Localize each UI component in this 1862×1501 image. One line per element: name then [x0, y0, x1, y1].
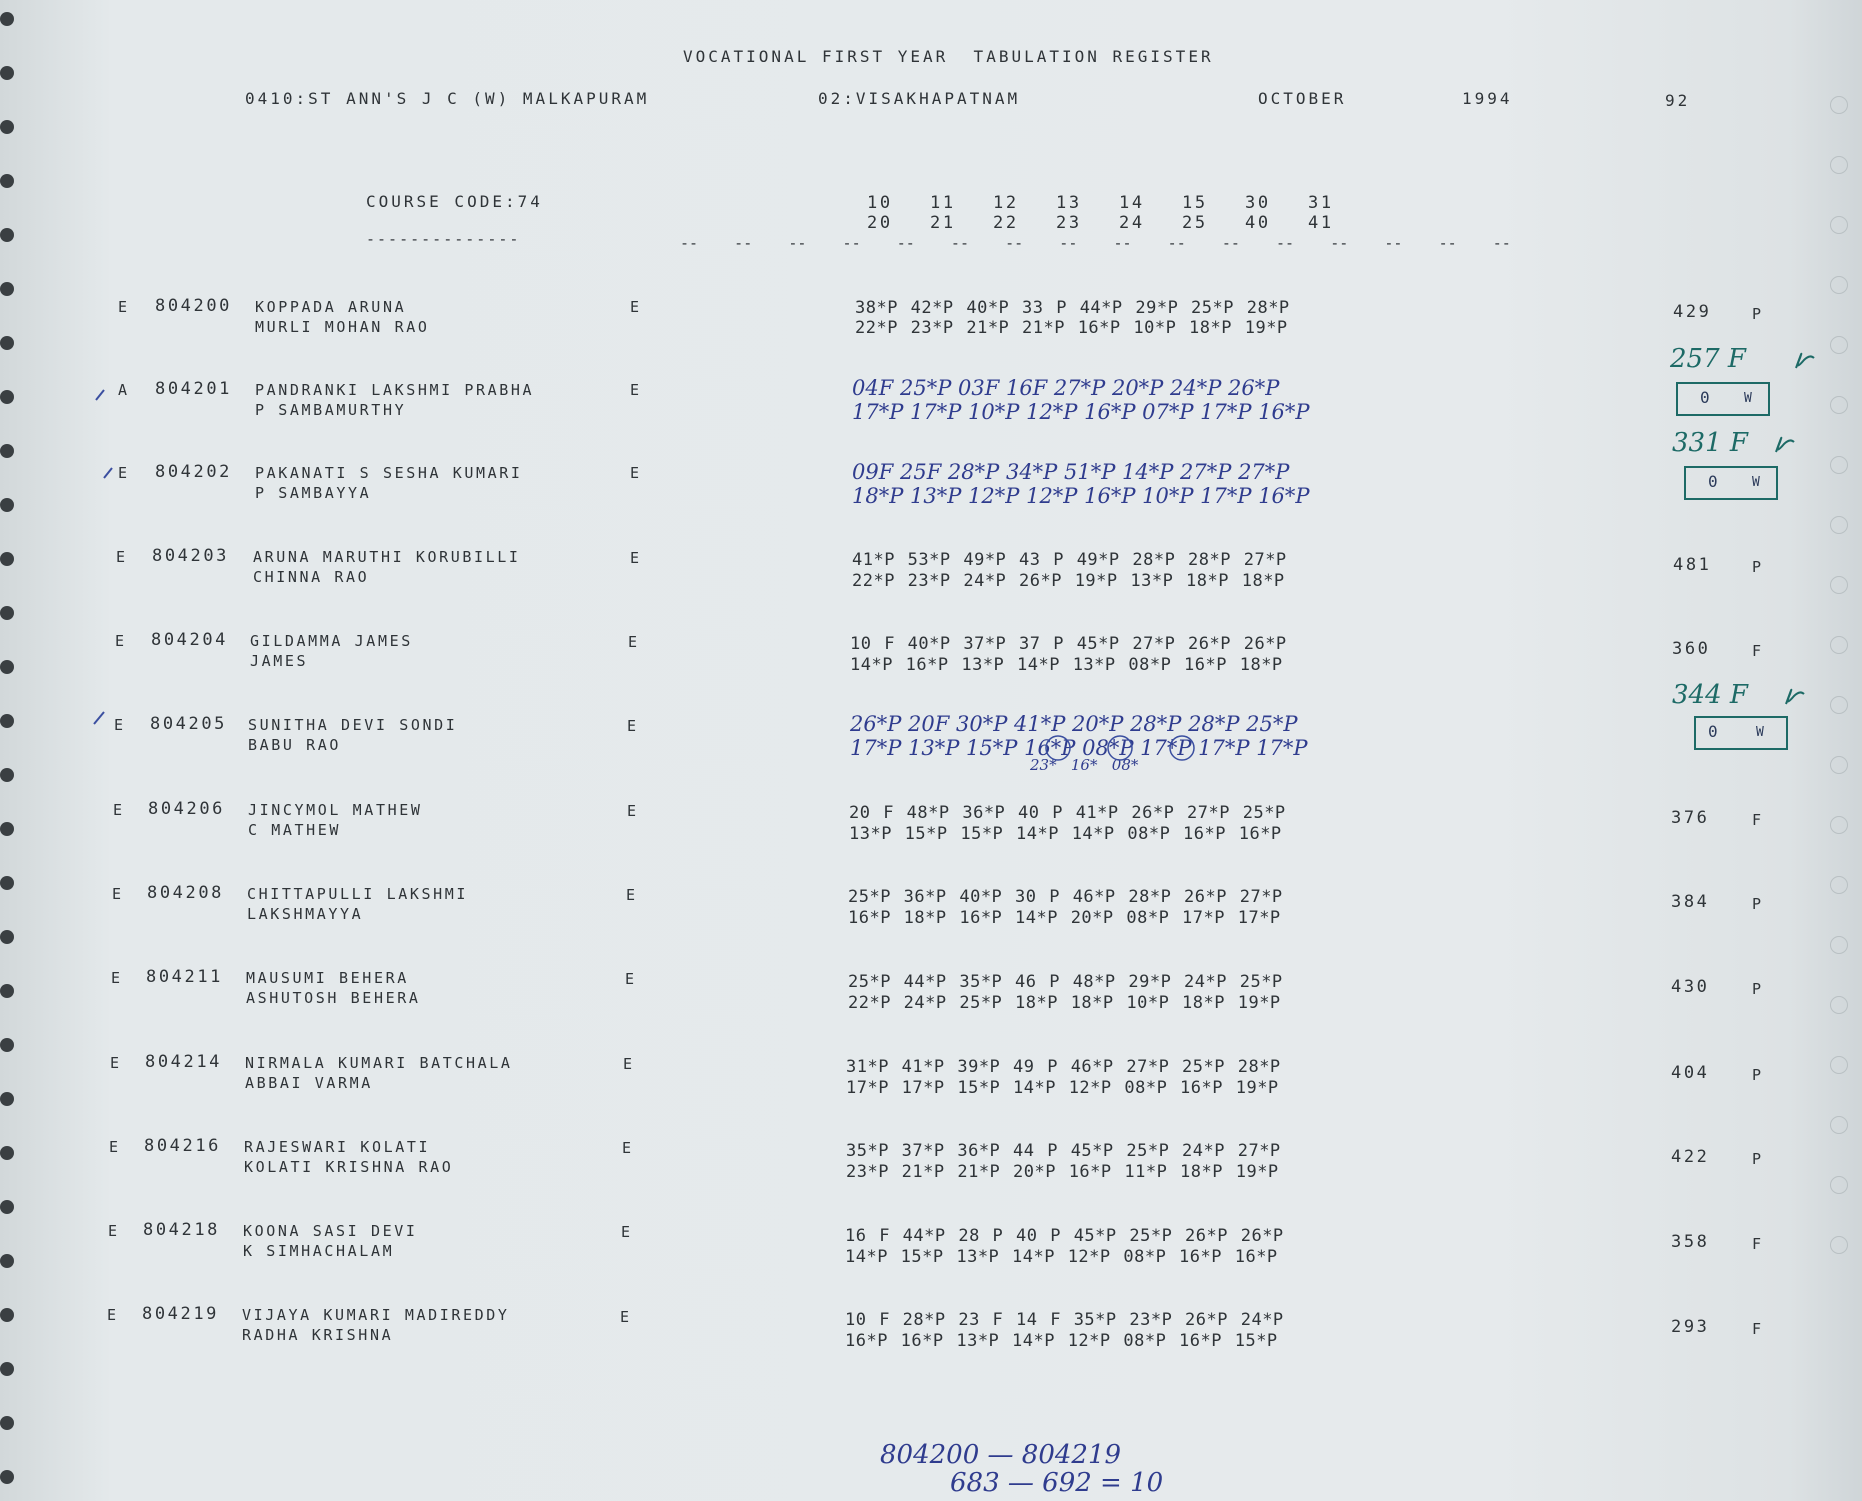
course-code: COURSE CODE:74 [366, 192, 543, 211]
handwritten-marks-row-1: 04F 25*P 03F 16F 27*P 20*P 24*P 26*P [852, 376, 1280, 400]
student-name: NIRMALA KUMARI BATCHALA [245, 1054, 513, 1072]
handwritten-total: 331 F [1672, 428, 1748, 458]
student-name: GILDAMMA JAMES [250, 632, 413, 650]
withheld-box: 0 W [1676, 382, 1770, 416]
father-name: BABU RAO [248, 736, 342, 754]
total-marks: 360 [1672, 639, 1711, 659]
marks-row-1: 31*P 41*P 39*P 49 P 46*P 27*P 25*P 28*P [846, 1057, 1281, 1077]
circled-mark [1170, 736, 1194, 760]
student-name: VIJAYA KUMARI MADIREDDY [242, 1306, 510, 1324]
marks-row-2: 16*P 16*P 13*P 14*P 12*P 08*P 16*P 15*P [845, 1331, 1278, 1351]
marks-row-1: 20 F 48*P 36*P 40 P 41*P 26*P 27*P 25*P [849, 803, 1286, 823]
result: P [1752, 305, 1764, 323]
marks-row-2: 13*P 15*P 15*P 14*P 14*P 08*P 16*P 16*P [849, 824, 1282, 844]
father-name: ABBAI VARMA [245, 1074, 373, 1092]
exam-month: OCTOBER [1258, 89, 1347, 108]
total-marks: 429 [1673, 302, 1712, 322]
marks-row-2: 14*P 15*P 13*P 14*P 12*P 08*P 16*P 16*P [845, 1247, 1278, 1267]
hall-ticket-no: 804206 [148, 799, 226, 819]
marks-row-1: 25*P 36*P 40*P 30 P 46*P 28*P 26*P 27*P [848, 887, 1283, 907]
withheld-box: 0 W [1694, 716, 1788, 750]
result: F [1752, 642, 1764, 660]
hall-ticket-no: 804205 [150, 714, 228, 734]
hall-ticket-no: 804203 [152, 546, 230, 566]
total-marks: 430 [1671, 977, 1710, 997]
course-code-underline: -------------- [366, 230, 521, 248]
marks-row-1: 25*P 44*P 35*P 46 P 48*P 29*P 24*P 25*P [848, 972, 1283, 992]
total-marks: 422 [1671, 1147, 1710, 1167]
medium: E [621, 1223, 633, 1241]
subject-code-dashes: -- -- -- -- -- -- -- -- -- -- -- -- -- -- -- -- [680, 234, 1511, 252]
father-name: LAKSHMAYYA [247, 905, 364, 923]
student-name: PANDRANKI LAKSHMI PRABHA [255, 381, 535, 399]
circled-mark [1108, 736, 1132, 760]
district-name: 02:VISAKHAPATNAM [818, 89, 1021, 108]
medium: E [620, 1308, 632, 1326]
student-category: E [116, 548, 128, 566]
tick-mark [104, 468, 112, 478]
withheld-box: 0 W [1684, 466, 1778, 500]
result: P [1752, 1066, 1764, 1084]
result: P [1752, 895, 1764, 913]
father-name: C MATHEW [248, 821, 342, 839]
page-number: 92 [1665, 91, 1691, 110]
medium: E [623, 1055, 635, 1073]
hall-ticket-no: 804204 [151, 630, 229, 650]
medium: E [627, 717, 639, 735]
tick-mark [96, 390, 104, 400]
handwritten-total: 257 F [1670, 344, 1746, 374]
marks-row-1: 41*P 53*P 49*P 43 P 49*P 28*P 28*P 27*P [852, 550, 1287, 570]
result: F [1752, 1235, 1764, 1253]
signature-mark [1786, 690, 1804, 704]
hall-ticket-no: 804201 [155, 379, 233, 399]
signature-mark [1776, 438, 1794, 452]
marks-row-1: 35*P 37*P 36*P 44 P 45*P 25*P 24*P 27*P [846, 1141, 1281, 1161]
student-name: ARUNA MARUTHI KORUBILLI [253, 548, 521, 566]
father-name: CHINNA RAO [253, 568, 370, 586]
student-category: A [118, 381, 130, 399]
student-category: E [118, 298, 130, 316]
result: P [1752, 1150, 1764, 1168]
student-category: E [107, 1306, 119, 1324]
medium: E [630, 549, 642, 567]
hall-ticket-no: 804211 [146, 967, 224, 987]
hall-ticket-no: 804216 [144, 1136, 222, 1156]
footer-range-note: 804200 — 804219 [880, 1440, 1122, 1470]
total-marks: 384 [1671, 892, 1710, 912]
medium: E [626, 886, 638, 904]
marks-row-2: 17*P 17*P 15*P 14*P 12*P 08*P 16*P 19*P [846, 1078, 1279, 1098]
student-category: E [111, 969, 123, 987]
marks-row-1: 16 F 44*P 28 P 40 P 45*P 25*P 26*P 26*P [845, 1226, 1284, 1246]
student-name: MAUSUMI BEHERA [246, 969, 409, 987]
tick-mark [94, 712, 104, 724]
student-category: E [112, 885, 124, 903]
marks-row-2: 16*P 18*P 16*P 14*P 20*P 08*P 17*P 17*P [848, 908, 1281, 928]
signature-mark [1796, 354, 1814, 368]
medium: E [625, 970, 637, 988]
student-name: JINCYMOL MATHEW [248, 801, 423, 819]
medium: E [630, 298, 642, 316]
student-category: E [110, 1054, 122, 1072]
medium: E [622, 1139, 634, 1157]
marks-row-2: 22*P 23*P 24*P 26*P 19*P 13*P 18*P 18*P [852, 571, 1285, 591]
marks-row-1: 10 F 28*P 23 F 14 F 35*P 23*P 26*P 24*P [845, 1310, 1284, 1330]
student-category: E [108, 1222, 120, 1240]
result: P [1752, 980, 1764, 998]
total-marks: 293 [1671, 1317, 1710, 1337]
medium: E [630, 464, 642, 482]
handwritten-revised-marks: 23* 16* 08* [1030, 756, 1139, 774]
circled-mark [1046, 736, 1070, 760]
total-marks: 376 [1671, 808, 1710, 828]
exam-year: 1994 [1462, 89, 1513, 108]
hall-ticket-no: 804208 [147, 883, 225, 903]
medium: E [630, 381, 642, 399]
register-sheet: VOCATIONAL FIRST YEAR TABULATION REGISTER 0410:ST ANN'S J C (W) MALKAPURAM 02:VISAKHAPATNAM OCTOBER 1994 92 COURSE CODE:74 -------------- 10 11 12 13 14 15 30 31 20 21 22 23 24 25 40 41 -- -- -- -- -- -- -- -- -- -- -- -- -- -- -- -- E 804200 KOPPADA ARUNA MURLI MOHAN RAO E 38*P 42*P 40*P 33 P 44*P 29*P 25*P 28*P 22*P 23*P 21*P 21*P 16*P 10*P 18*P 19*P 429 P A 804201 PANDRANKI LAKSHMI PRABHA P SAMBAMURTHY E 04F 25*P 03F 16F 27*P 20*P 24*P 26*P 17*P 17*P 10*P 12*P 16*P 07*P 17*P 16*P 257 F 0 W E 804202 PAKANATI S SESHA KUMARI P SAMBAYYA E 09F 25F 28*P 34*P 51*P 14*P 27*P 27*P 18*P 13*P 12*P 12*P 16*P 10*P 17*P 16*P 331 F 0 W E 804203 ARUNA MARUTHI KORUBILLI CHINNA RAO E 41*P 53*P 49*P 43 P 49*P 28*P 28*P 27*P 22*P 23*P 24*P 26*P 19*P 13*P 18*P 18*P 481 P E 804204 GILDAMMA JAMES JAMES E 10 F 40*P 37*P 37 P 45*P 27*P 26*P 26*P 14*P 16*P 13*P 14*P 13*P 08*P 16*P 18*P 360 F E 804205 SUNITHA DEVI SONDI BABU RAO E 26*P 20F 30*P 41*P 20*P 28*P 28*P 25*P 17*P 13*P 15*P 16*P 08*P 17*P 17*P 17*P 23* 16* 08* 344 F 0 W E 804206 JINCYMOL MATHEW C MATHEW E 20 F 48*P 36*P 40 P 41*P 26*P 27*P 25*P 13*P 15*P 15*P 14*P 14*P 08*P 16*P 16*P 376 F E 804208 CHITTAPULLI LAKSHMI LAKSHMAYYA E 25*P 36*P 40*P 30 P 46*P 28*P 26*P 27*P 16*P 18*P 16*P 14*P 20*P 08*P 17*P 17*P 384 P E 804211 MAUSUMI BEHERA ASHUTOSH BEHERA E 25*P 44*P 35*P 46 P 48*P 29*P 24*P 25*P 22*P 24*P 25*P 18*P 18*P 10*P 18*P 19*P 430 P E 804214 NIRMALA KUMARI BATCHALA ABBAI VARMA E 31*P 41*P 39*P 49 P 46*P 27*P 25*P 28*P 17*P 17*P 15*P 14*P 12*P 08*P 16*P 19*P 404 P E 804216 RAJESWARI KOLATI KOLATI KRISHNA RAO E 35*P 37*P 36*P 44 P 45*P 25*P 24*P 27*P 23*P 21*P 21*P 20*P 16*P 11*P 18*P 19*P 422 P E 804218 KOONA SASI DEVI K SIMHACHALAM E 16 F 44*P 28 P 40 P 45*P 25*P 26*P 26*P 14*P 15*P 13*P 14*P 12*P 08*P 16*P 16*P 358 F E 804219 VIJAYA KUMARI MADIREDDY RADHA KRISHNA E 10 F 28*P 23 F 14 F 35*P 23*P 26*P 24*P 16*P 16*P 13*P 14*P 12*P 08*P 16*P 15*P 293 F 804200 — 804219 683 — 692 = 10 [0, 0, 1862, 1501]
hall-ticket-no: 804202 [155, 462, 233, 482]
hall-ticket-no: 804214 [145, 1052, 223, 1072]
handwritten-marks-row-2: 18*P 13*P 12*P 12*P 16*P 10*P 17*P 16*P [852, 484, 1310, 508]
handwritten-marks-row-1: 26*P 20F 30*P 41*P 20*P 28*P 28*P 25*P [850, 712, 1298, 736]
father-name: JAMES [250, 652, 309, 670]
handwritten-marks-row-2: 17*P 13*P 15*P 16*P 08*P 17*P 17*P 17*P [850, 736, 1308, 760]
student-category: E [118, 464, 130, 482]
student-category: E [114, 716, 126, 734]
handwritten-marks-row-1: 09F 25F 28*P 34*P 51*P 14*P 27*P 27*P [852, 460, 1290, 484]
marks-row-1: 38*P 42*P 40*P 33 P 44*P 29*P 25*P 28*P [855, 298, 1290, 318]
student-name: SUNITHA DEVI SONDI [248, 716, 458, 734]
footer-count-note: 683 — 692 = 10 [950, 1468, 1164, 1498]
medium: E [628, 633, 640, 651]
marks-row-2: 22*P 24*P 25*P 18*P 18*P 10*P 18*P 19*P [848, 993, 1281, 1013]
father-name: RADHA KRISHNA [242, 1326, 394, 1344]
marks-row-1: 10 F 40*P 37*P 37 P 45*P 27*P 26*P 26*P [850, 634, 1287, 654]
register-title: VOCATIONAL FIRST YEAR TABULATION REGISTER [683, 47, 1214, 66]
result: F [1752, 1320, 1764, 1338]
hall-ticket-no: 804200 [155, 296, 233, 316]
handwritten-marks-row-2: 17*P 17*P 10*P 12*P 16*P 07*P 17*P 16*P [852, 400, 1310, 424]
father-name: MURLI MOHAN RAO [255, 318, 430, 336]
student-name: CHITTAPULLI LAKSHMI [247, 885, 468, 903]
student-name: KOPPADA ARUNA [255, 298, 407, 316]
student-name: KOONA SASI DEVI [243, 1222, 418, 1240]
father-name: P SAMBAYYA [255, 484, 372, 502]
student-name: RAJESWARI KOLATI [244, 1138, 431, 1156]
student-category: E [109, 1138, 121, 1156]
marks-row-2: 14*P 16*P 13*P 14*P 13*P 08*P 16*P 18*P [850, 655, 1283, 675]
college-name: 0410:ST ANN'S J C (W) MALKAPURAM [245, 89, 650, 108]
father-name: KOLATI KRISHNA RAO [244, 1158, 454, 1176]
total-marks: 358 [1671, 1232, 1710, 1252]
result: P [1752, 558, 1764, 576]
total-marks: 404 [1671, 1063, 1710, 1083]
medium: E [627, 802, 639, 820]
hall-ticket-no: 804219 [142, 1304, 220, 1324]
father-name: P SAMBAMURTHY [255, 401, 407, 419]
hall-ticket-no: 804218 [143, 1220, 221, 1240]
total-marks: 481 [1673, 555, 1712, 575]
marks-row-2: 22*P 23*P 21*P 21*P 16*P 10*P 18*P 19*P [855, 318, 1288, 338]
father-name: K SIMHACHALAM [243, 1242, 395, 1260]
result: F [1752, 811, 1764, 829]
student-category: E [115, 632, 127, 650]
student-category: E [113, 801, 125, 819]
father-name: ASHUTOSH BEHERA [246, 989, 421, 1007]
marks-row-2: 23*P 21*P 21*P 20*P 16*P 11*P 18*P 19*P [846, 1162, 1279, 1182]
student-name: PAKANATI S SESHA KUMARI [255, 464, 523, 482]
handwritten-total: 344 F [1672, 680, 1748, 710]
